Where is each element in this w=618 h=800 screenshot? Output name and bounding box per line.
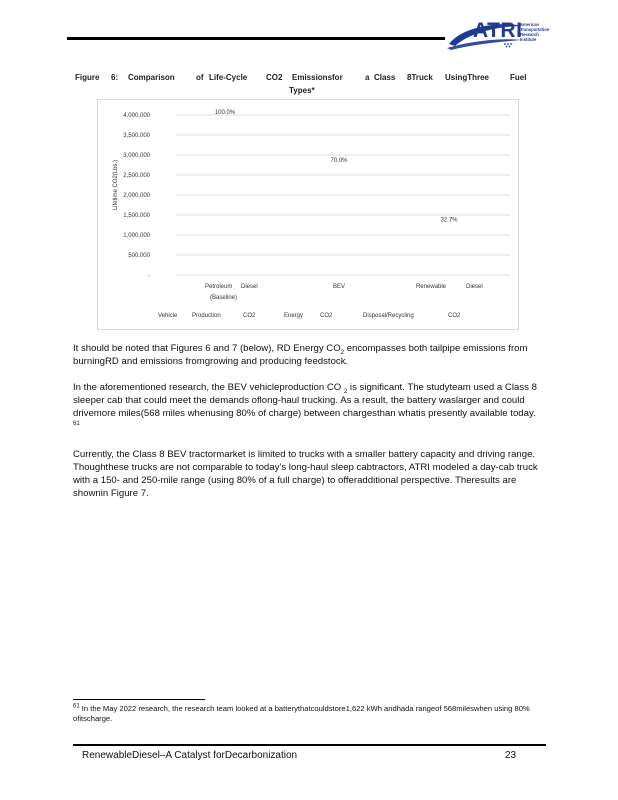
footnote-rule <box>73 699 205 700</box>
y-tick-label: 1,500,000 <box>123 213 150 219</box>
paragraph-1: It should be noted that Figures 6 and 7 (below), RD Energy $CO_2$ encompasses both tailpipe emissions from burningRD and emissions fromgrowing and producing feedstock. <box>73 343 528 367</box>
emissions-chart <box>97 99 519 330</box>
paragraph-2: In the aforementioned research, the BEV vehicleproduction CO $_2$ is significant. The studyteam used a Class 8 sleeper cab that could meet the demands oflong-haul trucking. As a result, the battery waslarger and could drivemore miles(568 miles whenusing 80% of charge) between chargesthan whatis presently available today. $^{61}$ <box>73 382 537 427</box>
category-label: Renewable <box>416 284 447 290</box>
footer-rule <box>73 744 546 746</box>
y-tick-label: 3,500,000 <box>123 133 150 139</box>
data-label: 70.0% <box>330 158 348 164</box>
logo-subtitle: American Transportation Research Institute <box>520 22 550 42</box>
y-tick-label: 1,000,000 <box>123 233 150 239</box>
footnote-mark: 61 <box>73 703 80 710</box>
atri-logo <box>445 14 565 54</box>
chart-ylabel: Lifetime CO2(Lbs.) <box>113 159 119 211</box>
legend-entry: CO2 <box>243 313 256 319</box>
data-label: 100.0% <box>214 110 236 116</box>
page-number: 23 <box>505 750 517 761</box>
legend-entry: Vehicle <box>158 313 178 319</box>
y-tick-label: 4,000,000 <box>123 113 150 119</box>
y-tick-label: 500,000 <box>128 253 150 259</box>
legend-entry: CO2 <box>448 313 461 319</box>
legend-entry: Production <box>192 313 221 319</box>
y-tick-label: 2,000,000 <box>123 193 150 199</box>
legend-entry: Energy <box>284 313 304 319</box>
category-label: Diesel <box>241 284 258 290</box>
category-label: Diesel <box>466 284 483 290</box>
header-rule <box>67 37 445 40</box>
footer-title: RenewableDiesel–A Catalyst forDecarbonization <box>82 750 298 761</box>
y-tick-label: - <box>148 273 150 279</box>
legend-entry: Disposal/Recycling <box>363 313 414 319</box>
category-label: BEV <box>332 284 346 290</box>
footnote: $^{61}$ In the May 2022 research, the research team looked at a batterythatcouldstore1,622 kWh andhada rangeof 568mileswhen using 80% ofitscharge. <box>73 703 530 723</box>
data-label: 32.7% <box>440 217 458 224</box>
legend-entry: CO2 <box>320 313 333 319</box>
paragraph-3: Currently, the Class 8 BEV tractormarket is limited to trucks with a smaller battery capacity and driving range. Thoughthese trucks are not comparable to today’s long-haul sleep cabtractors, ATRI modeled a day-cab truck with a 150- and 250-mile range (using 80% of a full charge) to offeradditional perspective. Theresults are shownin Figure 7. <box>73 449 538 499</box>
category-label: Petroleum <box>205 284 233 290</box>
y-tick-label: 3,000,000 <box>123 153 150 159</box>
category-label: (Baseline) <box>210 295 238 301</box>
y-tick-label: 2,500,000 <box>123 173 150 179</box>
chart-canvas <box>98 100 518 329</box>
logo-wordmark: ATRI <box>473 19 523 42</box>
